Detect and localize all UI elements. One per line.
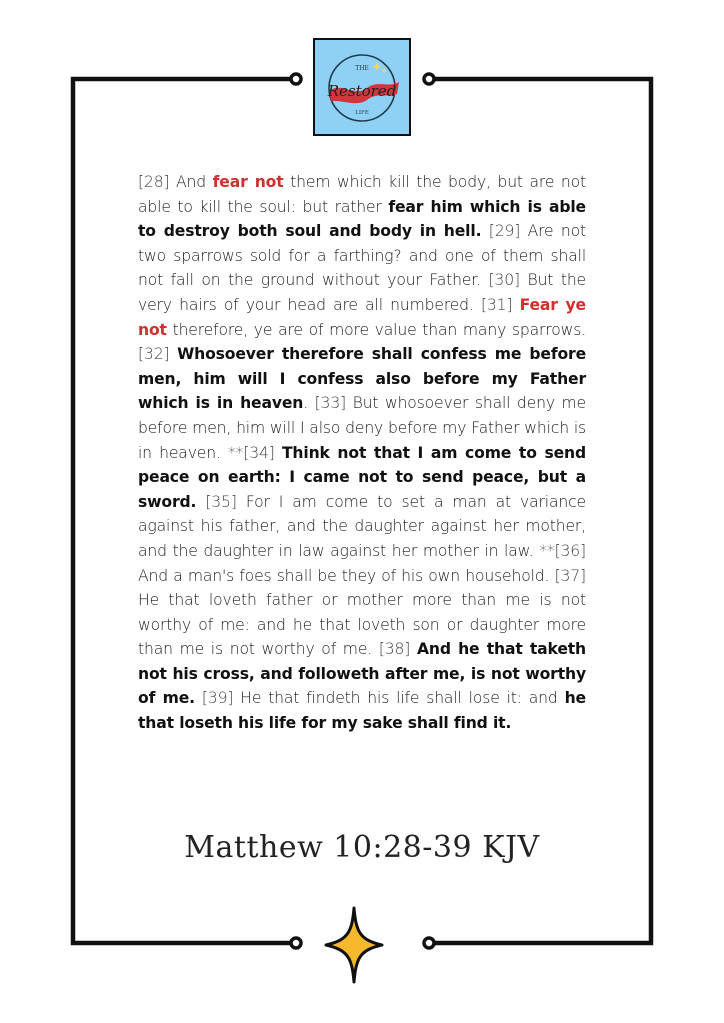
scripture-reference: Matthew 10:28-39 KJV xyxy=(184,830,540,865)
emphasized-phrase: he that loseth his life for my sake shall find it. xyxy=(138,689,586,733)
verse-text xyxy=(410,640,417,658)
emphasized-phrase: Whosoever therefore shall confess me before men, him will I confess also before my Father which is in heaven xyxy=(138,345,586,413)
verse-text xyxy=(275,444,282,462)
highlighted-phrase: fear not xyxy=(212,173,284,191)
verse xyxy=(138,493,586,560)
logo-bottom-text: LIFE xyxy=(355,110,369,116)
connector-circle-top-left xyxy=(291,74,301,84)
verse-number: [29] xyxy=(488,222,521,241)
emphasized-phrase: And he that taketh not his cross, and followeth after me, is not worthy of me. xyxy=(138,640,586,708)
verse-text: . xyxy=(303,394,315,413)
highlighted-phrase: Fear ye not xyxy=(138,295,586,339)
verse-number: [33] xyxy=(314,394,347,413)
verse-text xyxy=(481,222,488,240)
connector-circle-top-right xyxy=(424,74,434,84)
verse-text: He that findeth his life shall lose it: and xyxy=(233,689,565,708)
verse-number: [37] xyxy=(554,566,586,585)
verse-number: [39] xyxy=(201,689,234,708)
verse-number: [38] xyxy=(378,640,411,659)
verse-number: [31] xyxy=(480,295,513,314)
verse-text xyxy=(195,689,202,707)
scripture-passage xyxy=(138,170,586,736)
verse-text: But the very hairs of your head are all numbered. xyxy=(138,271,586,314)
verse-text: He that loveth father or mother more than me is not worthy of me: and he that loveth son or daughter more than me is not worthy of me. xyxy=(138,591,586,659)
logo-script-text: Restored xyxy=(327,82,397,100)
verse-number: [32] xyxy=(138,345,170,364)
emphasized-phrase: fear him which is able to destroy both soul and body in hell. xyxy=(138,197,586,241)
verse-text xyxy=(196,493,205,511)
verse-number: [35] xyxy=(205,492,237,511)
verse-text: And a man's foes shall be they of his own household. xyxy=(138,566,555,585)
verse-text: But whosoever shall deny me before men, him will I also deny before my Father which is in heaven. xyxy=(138,394,586,462)
verse-number: **[36] xyxy=(539,541,586,560)
verse-number: [30] xyxy=(488,271,520,290)
connector-circle-bottom-right xyxy=(424,938,434,948)
verse-text: Are not two sparrows sold for a farthing? and one of them shall not fall on the ground without your Father. xyxy=(138,222,586,290)
verse-text xyxy=(169,345,177,363)
verse-text: And xyxy=(169,173,213,191)
verse-number: [28] xyxy=(138,173,170,191)
connector-circle-bottom-left xyxy=(291,938,301,948)
verse-number: **[34] xyxy=(228,443,275,462)
logo-icon xyxy=(315,40,409,134)
verse xyxy=(138,689,586,732)
emphasized-phrase: Think not that I am come to send peace on earth: I came not to send peace, but a sword. xyxy=(138,443,586,511)
logo-badge xyxy=(313,38,411,136)
logo-top-text: THE xyxy=(355,65,369,72)
verse-text xyxy=(512,296,519,314)
verse-text: therefore, ye are of more value than many sparrows. xyxy=(166,320,586,339)
verse-text: them which kill the body, but are not able to kill the soul: but rather xyxy=(138,173,586,216)
four-point-star-icon xyxy=(324,906,384,984)
verse-text: For I am come to set a man at variance against his father, and the daughter against her mother, and the daughter in law against her mother in law. xyxy=(138,492,586,560)
